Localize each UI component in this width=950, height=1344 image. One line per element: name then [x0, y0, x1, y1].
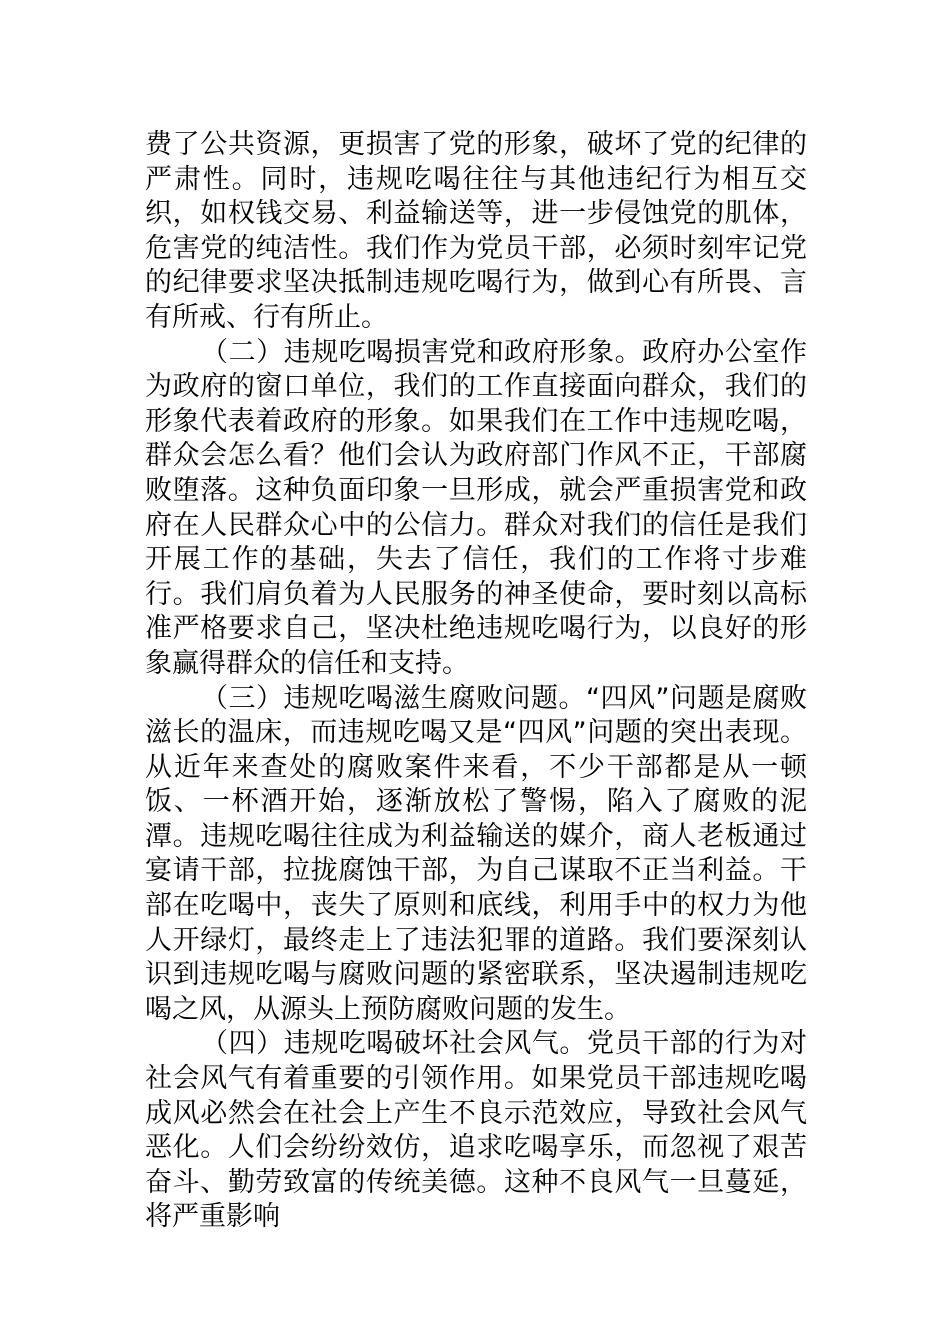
document-body [145, 128, 807, 1235]
paragraph-section-2: （二）违规吃喝损害党和政府形象。政府办公室作为政府的窗口单位，我们的工作直接面向群众，我们的形象代表着政府的形象。如果我们在工作中违规吃喝，群众会怎么看？他们会认为政府部门作风不正，干部腐败堕落。这种负面印象一旦形成，就会严重损害党和政府在人民群众心中的公信力。群众对我们的信任是我们开展工作的基础，失去了信任，我们的工作将寸步难行。我们肩负着为人民服务的神圣使命，要时刻以高标准严格要求自己，坚决杜绝违规吃喝行为，以良好的形象赢得群众的信任和支持。 [145, 336, 807, 679]
paragraph-section-3: （三）违规吃喝滋生腐败问题。“四风”问题是腐败滋长的温床，而违规吃喝又是“四风”问题的突出表现。从近年来查处的腐败案件来看，不少干部都是从一顿饭、一杯酒开始，逐渐放松了警惕，陷入了腐败的泥潭。违规吃喝往往成为利益输送的媒介，商人老板通过宴请干部，拉拢腐蚀干部，为自己谋取不正当利益。干部在吃喝中，丧失了原则和底线，利用手中的权力为他人开绿灯，最终走上了违法犯罪的道路。我们要深刻认识到违规吃喝与腐败问题的紧密联系，坚决遏制违规吃喝之风，从源头上预防腐败问题的发生。 [145, 682, 807, 1025]
paragraph-section-4: （四）违规吃喝破坏社会风气。党员干部的行为对社会风气有着重要的引领作用。如果党员干部违规吃喝成风必然会在社会上产生不良示范效应，导致社会风气恶化。人们会纷纷效仿，追求吃喝享乐，而忽视了艰苦奋斗、勤劳致富的传统美德。这种不良风气一旦蔓延，将严重影响 [145, 1028, 807, 1233]
paragraph-continuation: 费了公共资源，更损害了党的形象，破坏了党的纪律的严肃性。同时，违规吃喝往往与其他违纪行为相互交织，如权钱交易、利益输送等，进一步侵蚀党的肌体，危害党的纯洁性。我们作为党员干部，必须时刻牢记党的纪律要求坚决抵制违规吃喝行为，做到心有所畏、言有所戒、行有所止。 [145, 129, 807, 333]
